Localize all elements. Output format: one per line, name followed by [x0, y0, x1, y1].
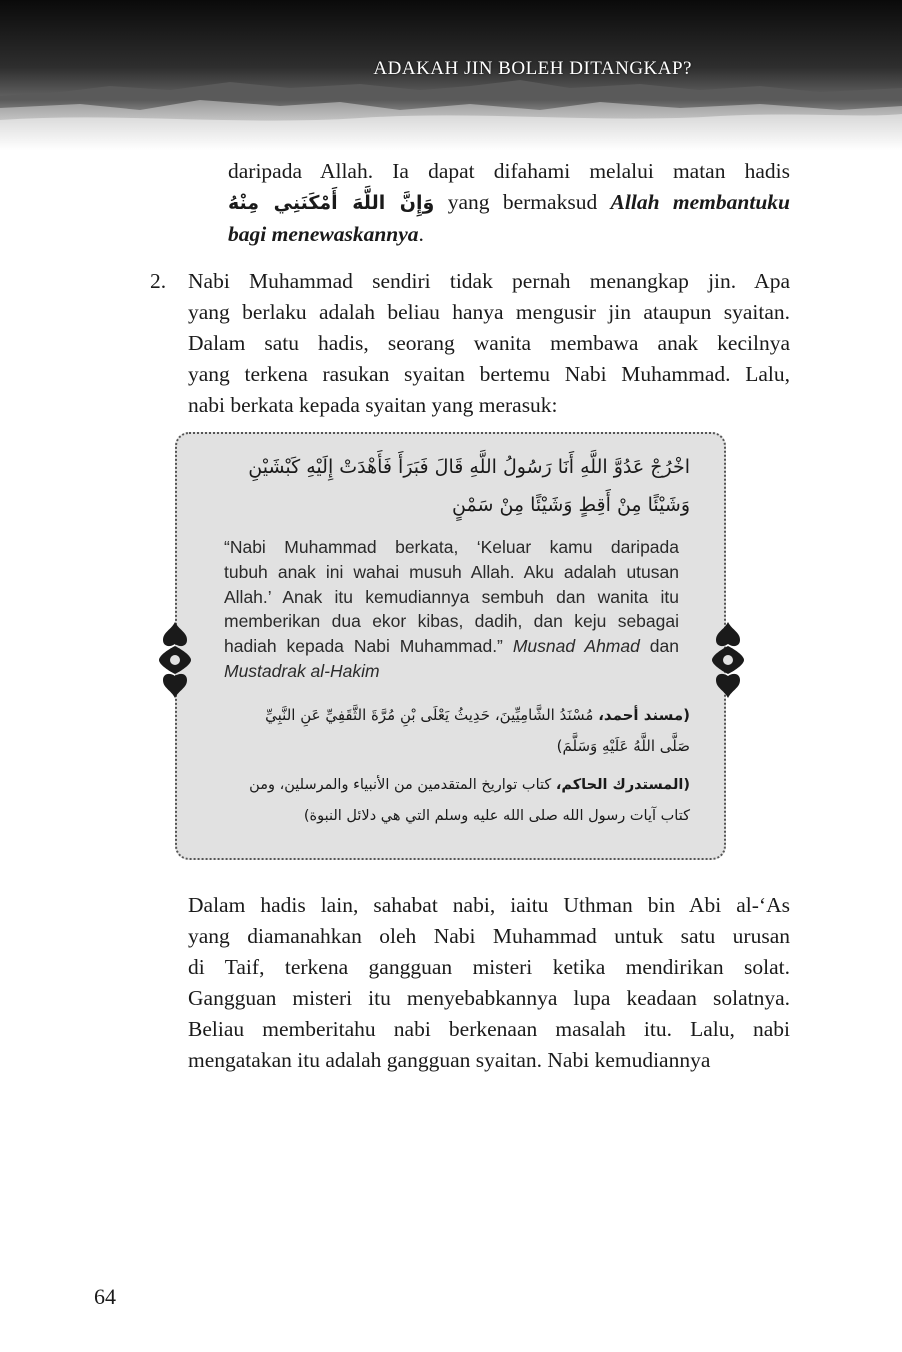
source-citation: Mustadrak al-Hakim [224, 660, 380, 681]
ornament-icon [710, 622, 746, 698]
list-line: nabi berkata kepada syaitan yang merasuk: [188, 393, 558, 417]
source-citation: Musnad Ahmad [512, 636, 640, 657]
paragraph-line: di Taif, terkena gangguan misteri ketika mendirikan solat. [188, 955, 790, 979]
reference-text: مُسْنَدُ الشَّامِيِّينَ، حَدِيثُ يَعْلَى بْنِ مُرَّةَ الثَّقَفِيِّ عَنِ النَّبِيِّ [265, 706, 599, 724]
arabic-line: صَلَّى اللَّهُ عَلَيْهِ وَسَلَّمَ) [556, 737, 690, 755]
arabic-line: اخْرُجْ عَدُوَّ اللَّهِ أَنَا رَسُولُ اللَّهِ قَالَ فَبَرَأَ فَأَهْدَتْ إِلَيْهِ كَبْشَيْنِ [248, 456, 690, 478]
paragraph-text: yang bermaksud [434, 190, 611, 214]
closing-paragraph [188, 890, 790, 1076]
list-line: yang terkena rasukan syaitan bertemu Nabi Muhammad. Lalu, [188, 362, 790, 386]
ornament-icon [157, 622, 193, 698]
translation-line [224, 659, 679, 684]
arabic-hadith-text [220, 448, 690, 524]
arabic-reference-mustadrak [220, 770, 690, 832]
arabic-line [220, 770, 690, 801]
running-header-title: ADAKAH JIN BOLEH DITANGKAP? [373, 58, 692, 79]
continuation-paragraph [228, 156, 790, 250]
translation-line: Allah.’ Anak itu kemudiannya sembuh dan wanita itu [224, 586, 679, 607]
arabic-reference-musnad [220, 700, 690, 762]
arabic-line [220, 700, 690, 731]
paragraph-line: Dalam hadis lain, sahabat nabi, iaitu Uthman bin Abi al-‘As [188, 893, 790, 917]
arabic-line: وَشَيْئًا مِنْ أَقِطٍ وَشَيْئًا مِنْ سَمْنٍ [452, 494, 690, 516]
translation-text: hadiah kepada Nabi Muhammad.” [224, 636, 513, 657]
paragraph-line: mengatakan itu adalah gangguan syaitan. Nabi kemudiannya [188, 1048, 711, 1072]
translation-line: memberikan dua ekor kibas, dadih, dan keju sebagai [224, 611, 679, 632]
page-number: 64 [94, 1284, 116, 1309]
list-item-body [188, 266, 790, 421]
reference-text: كتاب تواريخ المتقدمين من الأنبياء والمرسلين، ومن [249, 777, 556, 793]
translation-line [224, 634, 679, 659]
paragraph-line: daripada Allah. Ia dapat difahami melalui matan hadis [228, 159, 790, 183]
header-banner [0, 0, 902, 150]
hadith-translation [224, 535, 679, 684]
translation-line: tubuh anak ini wahai musuh Allah. Aku adalah utusan [224, 561, 679, 582]
paragraph-text: . [418, 222, 424, 246]
numbered-list-item [150, 266, 790, 421]
list-number: 2. [150, 269, 167, 293]
list-line: Nabi Muhammad sendiri tidak pernah menangkap jin. Apa [188, 269, 790, 293]
paragraph-line: yang diamanahkan oleh Nabi Muhammad untuk satu urusan [188, 924, 790, 948]
reference-title: (مسند أحمد، [598, 706, 690, 724]
emphasized-meaning: Allah membantuku [610, 190, 790, 214]
arabic-hadith-phrase: وَإِنَّ اللَّهَ أَمْكَنَنِي مِنْهُ [228, 192, 435, 214]
translation-line: “Nabi Muhammad berkata, ‘Keluar kamu daripada [224, 537, 679, 557]
paragraph-line: Gangguan misteri itu menyebabkannya lupa keadaan solatnya. [188, 986, 790, 1010]
list-line: Dalam satu hadis, seorang wanita membawa anak kecilnya [188, 331, 790, 355]
paragraph-line [228, 219, 790, 250]
reference-title: (المستدرك الحاكم، [555, 777, 690, 793]
paragraph-line: Beliau memberitahu nabi berkenaan masalah itu. Lalu, nabi [188, 1017, 790, 1041]
list-line: yang berlaku adalah beliau hanya mengusir jin ataupun syaitan. [188, 300, 790, 324]
paragraph-line [228, 187, 790, 219]
emphasized-meaning: bagi menewaskannya [228, 222, 419, 246]
translation-text: dan [639, 636, 680, 657]
arabic-line: كتاب آيات رسول الله صلى الله عليه وسلم التي هي دلائل النبوة) [303, 808, 690, 824]
